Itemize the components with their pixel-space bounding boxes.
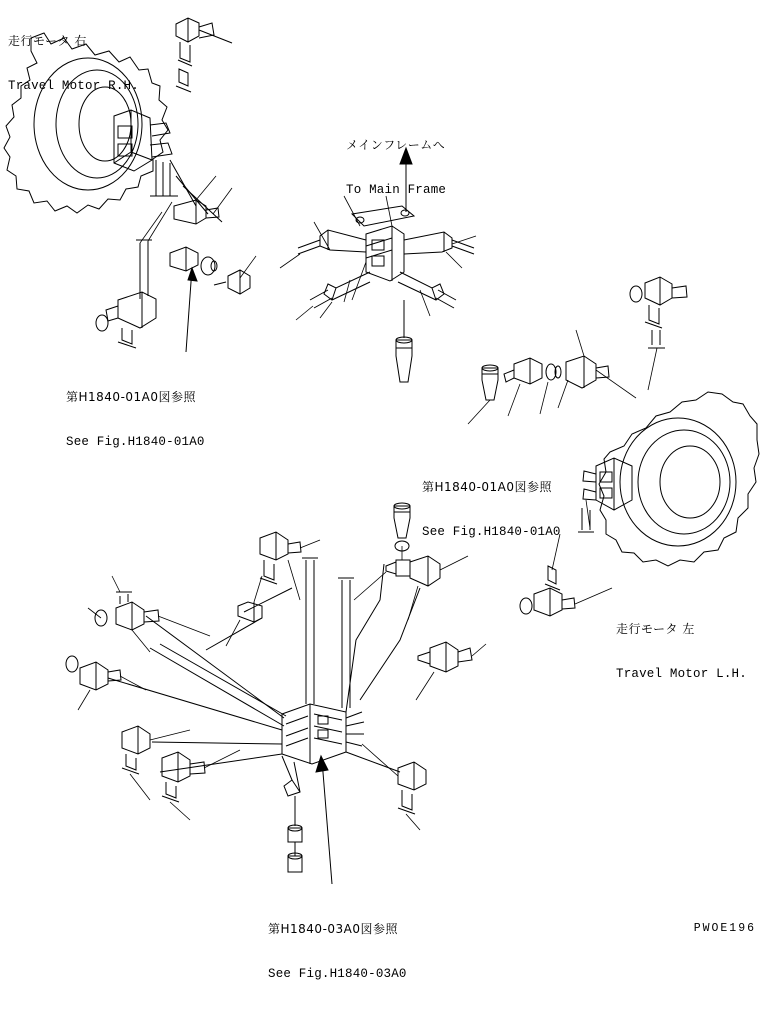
label-see-fig-h1840-01a0-left-jp: 第H1840-01A0図参照 bbox=[66, 390, 197, 404]
label-see-fig-h1840-03a0 bbox=[268, 892, 407, 1012]
label-see-fig-h1840-01a0-right bbox=[422, 450, 561, 570]
label-travel-motor-rh-en: Travel Motor R.H. bbox=[8, 79, 139, 93]
label-travel-motor-lh bbox=[616, 592, 747, 712]
label-see-fig-h1840-01a0-right-en: See Fig.H1840-01A0 bbox=[422, 525, 561, 539]
label-travel-motor-rh-jp: 走行モータ 右 bbox=[8, 34, 87, 48]
label-see-fig-h1840-03a0-jp: 第H1840-03A0図参照 bbox=[268, 922, 399, 936]
label-see-fig-h1840-01a0-left-en: See Fig.H1840-01A0 bbox=[66, 435, 205, 449]
label-to-main-frame bbox=[346, 108, 446, 228]
label-travel-motor-lh-en: Travel Motor L.H. bbox=[616, 667, 747, 681]
drawing-code: PWOE196 bbox=[693, 922, 756, 935]
label-see-fig-h1840-01a0-left bbox=[66, 360, 205, 480]
label-to-main-frame-en: To Main Frame bbox=[346, 183, 447, 197]
label-see-fig-h1840-03a0-en: See Fig.H1840-03A0 bbox=[268, 967, 407, 981]
label-travel-motor-rh bbox=[8, 4, 139, 124]
label-to-main-frame-jp: メインフレームへ bbox=[346, 138, 446, 152]
label-travel-motor-lh-jp: 走行モータ 左 bbox=[616, 622, 695, 636]
label-see-fig-h1840-01a0-right-jp: 第H1840-01A0図参照 bbox=[422, 480, 553, 494]
